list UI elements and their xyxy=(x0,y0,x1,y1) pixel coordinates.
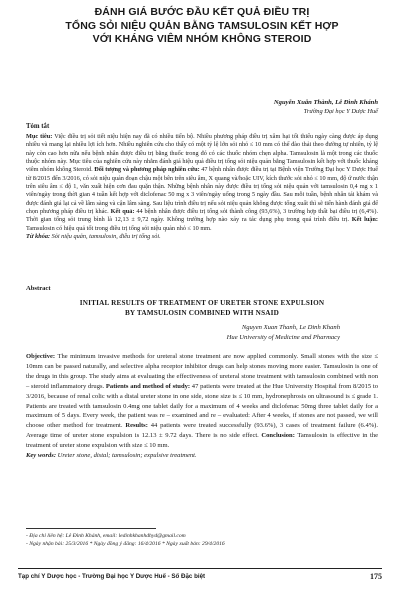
vn-abstract-body xyxy=(26,133,378,241)
footnote-contact: - Địa chỉ liên hệ: Lê Đình Khánh, email: ledinhkhanhdhyd@gmail.com xyxy=(26,533,186,539)
en-results-text: 44 patients were treated successfully (93.6%), 3 cases of treatment failure (6.4%). Average time of ureter stone expulsion is 12.13 ± 9.72 days. There is no side effect. xyxy=(26,422,378,440)
page-number: 175 xyxy=(370,572,382,581)
en-conclusion-label: Conclusion: xyxy=(261,432,295,440)
en-objective-label: Objective: xyxy=(26,353,56,360)
vn-authors: Nguyễn Xuân Thành, Lê Đình Khánh xyxy=(273,99,378,106)
vietnamese-title xyxy=(26,6,378,47)
en-keywords xyxy=(26,451,378,461)
en-title-line-2: BY TAMSULOSIN COMBINED WITH NSAID xyxy=(124,309,280,317)
en-conclusion-text: Tamsulosin is effective in the treatment of ureter stone expulsion with size ≤ 10 mm. xyxy=(26,432,378,450)
vn-methods-label: Đối tượng và phương pháp nghiên cứu: xyxy=(94,166,200,174)
en-objective-text: The minimum invasive methods for ureteral stone treatment are now applied commonly. Small stones with the size ≤ 10mm can be passed naturally, and selective alpha receptor inhibitor drugs can help stones moving more easier. Tamsulosin is one of the drugs in this group. The study aims at evaluating the effectiveness of ureteral stone treatment with tamsulosin combined with non – steroid inflammatory drugs. xyxy=(26,353,378,390)
vn-keywords xyxy=(26,233,378,241)
vn-objective-text: Việc điều trị sỏi tiết niệu hiện nay đã có nhiều tiến bộ. Nhiều phương pháp điều trị xâm hại tối thiểu ngày càng được áp dụng nhiều và mang lại nhiều lợi ích hơn. Nhiều nghiên cứu cho thấy có một tỷ lệ lớn sỏi nhỏ ≤ 10 mm có thể đào thải theo đường tự nhiên, tỷ lệ này còn cao hơn nữa nếu bệnh nhân được điều trị bằng thuốc trong đó có các thuốc nhóm chẹn alpha. Tamsulosin là một trong các thuốc thuộc nhóm này. Mục tiêu của nghiên cứu này nhằm đánh giá hiệu quả điều trị tống sỏi niệu quản bằng Tamsulosin kết hợp với thuốc kháng viêm nhóm không Steroid. xyxy=(26,133,378,174)
vn-results-text: 44 bệnh nhân được điều trị tống sỏi thành công (93,6%), 3 trường hợp thất bại điều trị (6,4%). Thời gian tống sỏi trung bình là 12,13 ± 9,72 ngày. Không trường hợp nào xảy ra tác dụng phụ trong quá trình điều trị. xyxy=(26,208,379,224)
vn-conclusion-text: Tamsulosin có hiệu quả tốt trong điều trị tống sỏi niệu quản nhỏ ≤ 10 mm. xyxy=(26,224,212,232)
vn-keywords-text: Sỏi niệu quản, tamsulosin, điều trị tống sỏi. xyxy=(50,233,161,241)
vn-results-label: Kết quả: xyxy=(110,208,135,216)
vn-objective-label: Mục tiêu: xyxy=(26,133,53,140)
vn-abstract-paragraph xyxy=(26,133,378,233)
vn-title-line-2: TỔNG SỎI NIỆU QUẢN BẰNG TAMSULOSIN KẾT HỢP xyxy=(65,19,339,32)
en-title-line-1: INITIAL RESULTS OF TREATMENT OF URETER STONE EXPULSION xyxy=(79,299,325,307)
footnote-divider xyxy=(26,528,156,529)
en-authors: Nguyen Xuan Thanh, Le Dinh Khanh xyxy=(241,324,340,331)
en-abstract-heading: Abstract xyxy=(26,285,51,292)
en-abstract-paragraph xyxy=(26,352,378,451)
en-authors-block xyxy=(227,323,340,342)
en-keywords-text: Ureter stone, distal; tamsulosin; expulsive treatment. xyxy=(56,452,197,460)
vn-affiliation: Trường Đại học Y Dược Huế xyxy=(303,108,378,115)
footnote-dates: - Ngày nhận bài: 25/3/2016 * Ngày đồng ý đăng: 16/4/2016 * Ngày xuất bản: 29/4/2016 xyxy=(26,541,225,548)
en-methods-text: 47 patients were treated at the Hue University Hospital from 8/2015 to 3/2016, because of renal colic with a distal ureter stone in one side, stone size is ≤ 10 mm, hydronephrosis on ultrasound is ≤ grade 1. Patients are treated with tamsulosin 0.4mg one tablet daily for a maximum of 4 weeks and diclofenac 50mg three tablet daily for a maximum of 5 days. Every week, the patient was re – examined and re – evaluated: After 4 weeks, if stones are not passed, we will choose other method for treatment. xyxy=(26,382,378,430)
vn-title-line-3: VỚI KHÁNG VIÊM NHÓM KHÔNG STEROID xyxy=(92,33,312,45)
vn-abstract-heading: Tóm tắt xyxy=(26,123,50,130)
en-abstract-body xyxy=(26,352,378,461)
en-results-label: Results: xyxy=(125,422,148,430)
footer-divider xyxy=(18,568,382,569)
vn-title-line-1: ĐÁNH GIÁ BƯỚC ĐẦU KẾT QUẢ ĐIỀU TRỊ xyxy=(94,6,310,18)
vn-methods-text: 47 bệnh nhân được điều trị tại Bệnh viện Trường Đại học Y Dược Huế từ 8/2015 đến 3/2016, có sỏi niệu quản đoạn chậu một bên trên siêu âm, X quang và/hoặc UIV, kích thước sỏi nhỏ ≤ 10 mm, độ ứ nước thận trên siêu âm ≤ độ 1, văn xuất hiện cơn đau quặn thận. Những bệnh nhân này được điều trị tống sỏi niệu quản với tamsulosin 0,4 mg x 1 viên/ngày trong thời gian 4 tuần kết hợp với diclofenac 50 mg x 3 viên/ngày uống trong 5 ngày đầu. Sau mỗi tuần, bệnh nhân tái khám và được đánh giá lại cả về lâm sàng và cận lâm sàng. Sau liệu trình điều trị nếu sỏi niệu quản không được tống xuất thì sẽ tiến hành đánh giá để chọn phương pháp điều trị khác. xyxy=(26,166,378,216)
journal-name: Tạp chí Y Dược học - Trường Đại học Y Dược Huế - Số Đặc biệt xyxy=(18,573,206,580)
en-affiliation: Hue University of Medicine and Pharmacy xyxy=(226,333,340,341)
english-title xyxy=(26,298,378,318)
en-keywords-label: Key words: xyxy=(26,452,57,460)
vn-keywords-label: Từ khóa: xyxy=(26,233,51,241)
vn-conclusion-label: Kết luận: xyxy=(351,216,378,224)
footnotes xyxy=(26,532,356,549)
en-methods-label: Patients and method of study: xyxy=(105,382,191,390)
